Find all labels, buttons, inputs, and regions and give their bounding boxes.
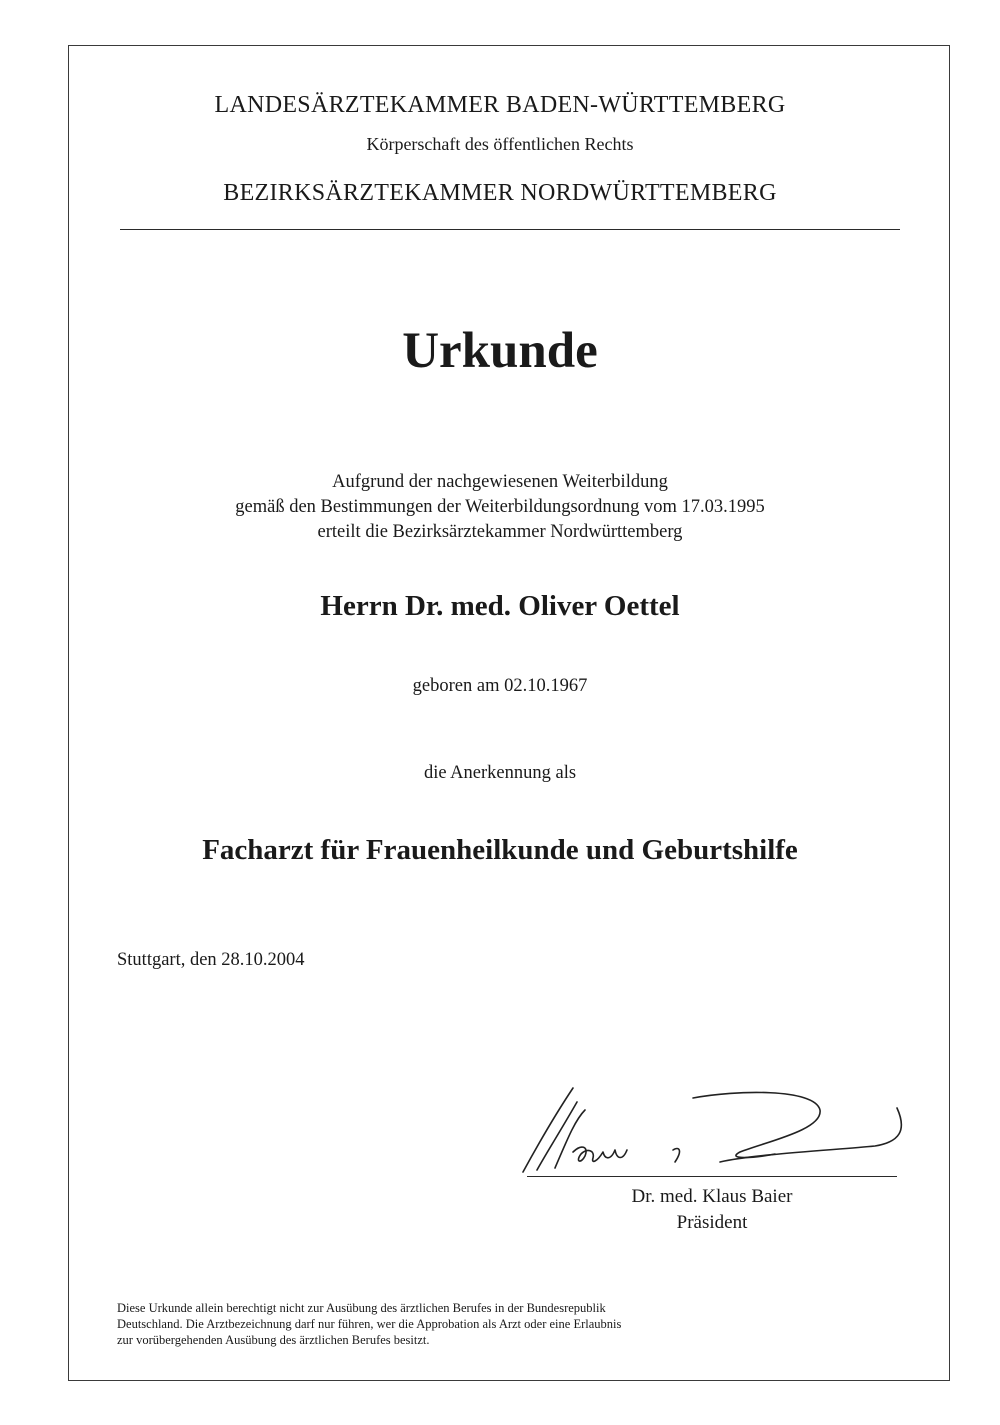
signer-role: Präsident <box>676 1212 748 1233</box>
intro-line-3: erteilt die Bezirksärztekammer Nordwürttemberg <box>317 522 683 542</box>
specialty-title: Facharzt für Frauenheilkunde und Geburtshilfe <box>202 834 798 866</box>
footnote-line-1: Diese Urkunde allein berechtigt nicht zur Ausübung des ärztlichen Berufes in der Bundesrepublik <box>117 1301 606 1315</box>
intro-text <box>0 470 1000 545</box>
signature-line <box>527 1176 897 1177</box>
header-divider <box>120 229 900 230</box>
certificate-frame <box>68 45 950 1381</box>
signer-name: Dr. med. Klaus Baier <box>631 1186 793 1207</box>
footnote-line-2: Deutschland. Die Arztbezeichnung darf nur führen, wer die Approbation als Arzt oder eine Erlaubnis <box>117 1317 622 1331</box>
recognition-text: die Anerkennung als <box>423 763 577 783</box>
recipient-name: Herrn Dr. med. Oliver Oettel <box>320 590 680 622</box>
intro-line-1: Aufgrund der nachgewiesenen Weiterbildung <box>332 472 668 492</box>
district-name: BEZIRKSÄRZTEKAMMER NORDWÜRTTEMBERG <box>223 180 777 206</box>
handwritten-signature <box>515 1080 915 1180</box>
organization-name: LANDESÄRZTEKAMMER BADEN-WÜRTTEMBERG <box>214 92 786 118</box>
place-and-date: Stuttgart, den 28.10.2004 <box>117 950 305 970</box>
footnote-line-3: zur vorübergehenden Ausübung des ärztlichen Berufes besitzt. <box>117 1333 430 1347</box>
legal-footnote <box>117 1300 817 1348</box>
document-title: Urkunde <box>402 323 598 379</box>
organization-subtitle: Körperschaft des öffentlichen Rechts <box>366 134 634 154</box>
birth-date: geboren am 02.10.1967 <box>412 676 588 696</box>
intro-line-2: gemäß den Bestimmungen der Weiterbildungsordnung vom 17.03.1995 <box>235 497 765 517</box>
